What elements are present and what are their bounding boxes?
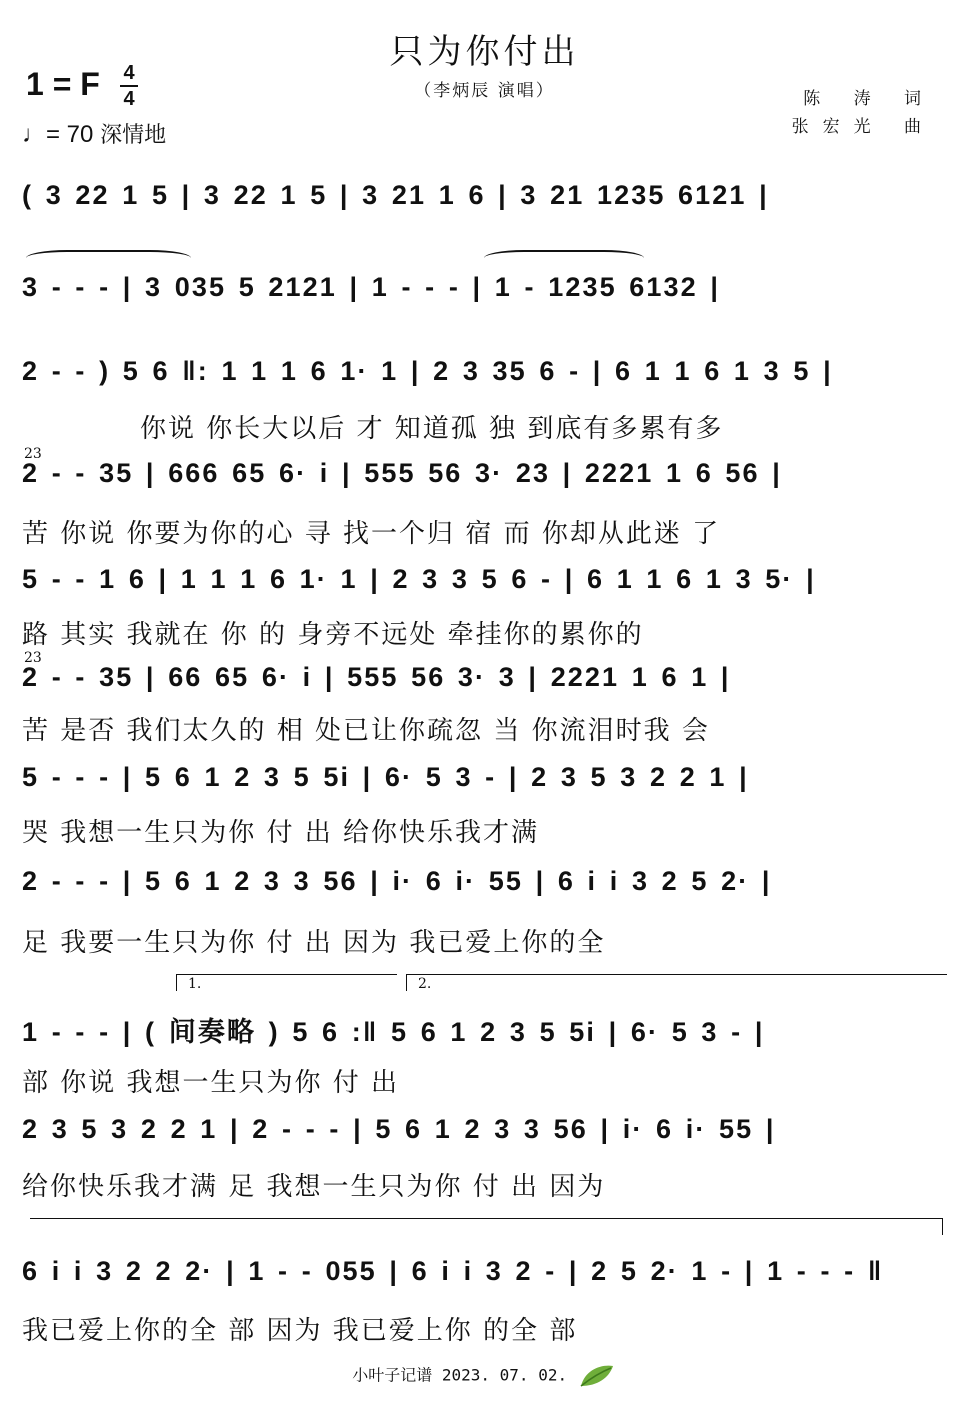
tempo-value: ♩= 70 bbox=[22, 121, 94, 148]
notation-line: 2 - - - | 5 6 1 2 3 3 56 | i· 6 i· 55 | 6 i i 3 2 5 2· | bbox=[22, 866, 772, 896]
notation-line: 2 - - 35 | 66 65 6· i | 555 56 3· 3 | 2221 1 6 1 | bbox=[22, 662, 731, 692]
notation-line: 2 3 5 3 2 2 1 | 2 - - - | 5 6 1 2 3 3 56 | i· 6 i· 55 | bbox=[22, 1114, 776, 1144]
breath-mark: 23 bbox=[24, 446, 42, 462]
lyric-line: 部 你说 我想一生只为你 付 出 bbox=[22, 1068, 400, 1098]
notation-line: 2 - - 35 | 666 65 6· i | 555 56 3· 23 | 2221 1 6 56 | bbox=[22, 458, 782, 488]
lyricist-credit: 陈 涛 词 bbox=[803, 89, 935, 109]
singer-credit: （李炳辰 演唱） bbox=[414, 81, 555, 101]
phrase-bracket bbox=[30, 1218, 943, 1235]
lyric-line: 我已爱上你的全 部 因为 我已爱上你 的全 部 bbox=[22, 1316, 578, 1346]
volta-bracket-2 bbox=[406, 974, 947, 991]
composer-credit: 张宏光 曲 bbox=[791, 117, 935, 137]
volta-label-2: 2. bbox=[418, 976, 432, 992]
time-signature-bottom: 4 bbox=[123, 88, 135, 110]
lyric-line: 足 我要一生只为你 付 出 因为 我已爱上你的全 bbox=[22, 928, 606, 958]
notation-line: ( 3 22 1 5 | 3 22 1 5 | 3 21 1 6 | 3 21 1235 6121 | bbox=[22, 180, 769, 210]
notation-line: 1 - - - | ( 间奏略 ) 5 6 :‖ 5 6 1 2 3 5 5i | 6· 5 3 - | bbox=[22, 1017, 765, 1047]
leaf-icon bbox=[577, 1362, 617, 1390]
notation-line: 2 - - ) 5 6 ‖: 1 1 1 6 1· 1 | 2 3 35 6 - | 6 1 1 6 1 3 5 | bbox=[22, 356, 833, 386]
tie-arc bbox=[484, 250, 644, 266]
notation-line: 3 - - - | 3 035 5 2121 | 1 - - - | 1 - 1235 6132 | bbox=[22, 272, 721, 302]
tempo-expression: 深情地 bbox=[100, 123, 167, 148]
transcriber-credit bbox=[0, 1362, 969, 1390]
time-signature-top: 4 bbox=[123, 62, 135, 84]
transcriber-text: 小叶子记谱 2023. 07. 02. bbox=[352, 1365, 568, 1385]
song-title: 只为你付出 bbox=[389, 32, 580, 72]
lyric-line: 哭 我想一生只为你 付 出 给你快乐我才满 bbox=[22, 818, 540, 848]
lyric-line: 苦 你说 你要为你的心 寻 找一个归 宿 而 你却从此迷 了 bbox=[22, 519, 721, 549]
notation-line: 6 i i 3 2 2 2· | 1 - - 055 | 6 i i 3 2 - | 2 5 2· 1 - | 1 - - - ‖ bbox=[22, 1256, 884, 1286]
lyric-line: 苦 是否 我们太久的 相 处已让你疏忽 当 你流泪时我 会 bbox=[22, 716, 710, 746]
tempo-marking bbox=[22, 118, 166, 149]
volta-bracket-1 bbox=[176, 974, 397, 991]
lyric-line: 路 其实 我就在 你 的 身旁不远处 牵挂你的累你的 bbox=[22, 620, 644, 650]
lyric-line: 你说 你长大以后 才 知道孤 独 到底有多累有多 bbox=[140, 414, 724, 444]
lyric-line: 给你快乐我才满 足 我想一生只为你 付 出 因为 bbox=[22, 1172, 606, 1202]
volta-label-1: 1. bbox=[188, 976, 202, 992]
time-signature bbox=[118, 62, 140, 110]
notation-line: 5 - - - | 5 6 1 2 3 5 5i | 6· 5 3 - | 2 3 5 3 2 2 1 | bbox=[22, 762, 749, 792]
notation-line: 5 - - 1 6 | 1 1 1 6 1· 1 | 2 3 3 5 6 - | 6 1 1 6 1 3 5· | bbox=[22, 564, 816, 594]
tie-arc bbox=[26, 250, 191, 266]
key-signature: 1 = F bbox=[26, 66, 100, 102]
breath-mark: 23 bbox=[24, 650, 42, 666]
